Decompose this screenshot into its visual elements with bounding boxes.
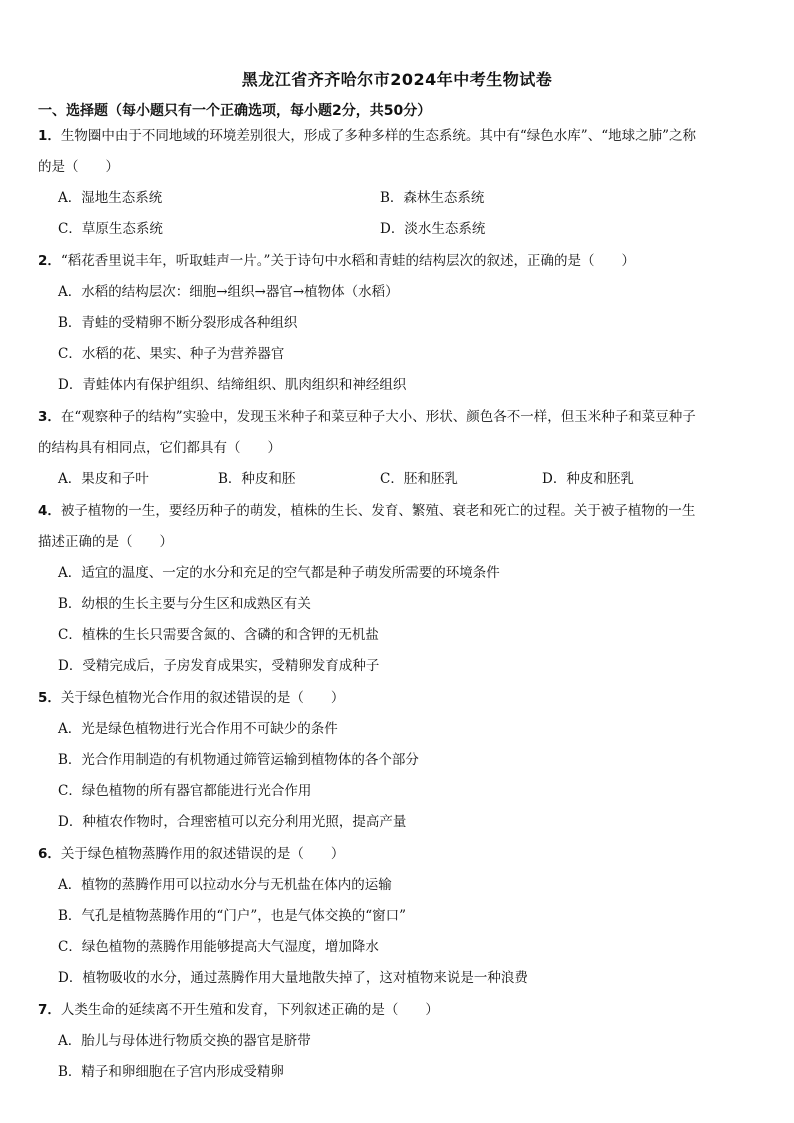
question-1-option-c[interactable]: C．草原生态系统: [58, 221, 163, 237]
question-5-option-a[interactable]: A．光是绿色植物进行光合作用不可缺少的条件: [58, 721, 338, 737]
question-1-stem-line-1: 1．生物圈中由于不同地域的环境差别很大，形成了多种多样的生态系统。其中有“绿色水库”、“地球之肺”之称: [38, 128, 697, 144]
question-3-option-d[interactable]: D．种皮和胚乳: [542, 471, 634, 487]
question-2-option-d[interactable]: D．青蛙体内有保护组织、结缔组织、肌肉组织和神经组织: [58, 377, 407, 393]
question-2-option-b[interactable]: B．青蛙的受精卵不断分裂形成各种组织: [58, 315, 298, 331]
question-4-option-b[interactable]: B．幼根的生长主要与分生区和成熟区有关: [58, 596, 311, 612]
question-7-option-b[interactable]: B．精子和卵细胞在子宫内形成受精卵: [58, 1064, 284, 1080]
section-heading: 一、选择题（每小题只有一个正确选项，每小题2分，共50分）: [38, 103, 432, 119]
question-5-stem-line-1: 5．关于绿色植物光合作用的叙述错误的是（ ）: [38, 690, 345, 706]
question-2-option-a[interactable]: A．水稻的结构层次：细胞→组织→器官→植物体（水稻）: [58, 284, 399, 300]
question-3-stem-line-1: 3．在“观察种子的结构”实验中，发现玉米种子和菜豆种子大小、形状、颜色各不一样，但玉米种子和菜豆种子: [38, 409, 696, 425]
question-1-stem-line-2: 的是（ ）: [38, 159, 119, 175]
question-2-stem-line-1: 2．“稻花香里说丰年，听取蛙声一片。”关于诗句中水稻和青蛙的结构层次的叙述，正确的是（ ）: [38, 253, 635, 269]
question-3-option-a[interactable]: A．果皮和子叶: [58, 471, 149, 487]
question-1-option-a[interactable]: A．湿地生态系统: [58, 190, 163, 206]
question-4-option-c[interactable]: C．植株的生长只需要含氮的、含磷的和含钾的无机盐: [58, 627, 379, 643]
question-number: 3．: [38, 409, 61, 425]
question-number: 6．: [38, 846, 61, 862]
question-5-option-b[interactable]: B．光合作用制造的有机物通过筛管运输到植物体的各个部分: [58, 752, 419, 768]
question-number: 1．: [38, 128, 61, 144]
question-4-option-a[interactable]: A．适宜的温度、一定的水分和充足的空气都是种子萌发所需要的环境条件: [58, 565, 500, 581]
question-6-option-d[interactable]: D．植物吸收的水分，通过蒸腾作用大量地散失掉了，这对植物来说是一种浪费: [58, 970, 528, 986]
question-3-option-b[interactable]: B．种皮和胚: [218, 471, 296, 487]
question-6-option-c[interactable]: C．绿色植物的蒸腾作用能够提高大气湿度，增加降水: [58, 939, 379, 955]
question-1-option-b[interactable]: B．森林生态系统: [380, 190, 485, 206]
question-number: 7．: [38, 1002, 61, 1018]
question-3-stem-line-2: 的结构具有相同点，它们都具有（ ）: [38, 440, 281, 456]
question-3-option-c[interactable]: C．胚和胚乳: [380, 471, 458, 487]
question-6-option-a[interactable]: A．植物的蒸腾作用可以拉动水分与无机盐在体内的运输: [58, 877, 392, 893]
question-number: 2．: [38, 253, 61, 269]
question-6-stem-line-1: 6．关于绿色植物蒸腾作用的叙述错误的是（ ）: [38, 846, 345, 862]
question-4-stem-line-1: 4．被子植物的一生，要经历种子的萌发，植株的生长、发育、繁殖、衰老和死亡的过程。关于被子植物的一生: [38, 503, 696, 519]
question-7-stem-line-1: 7．人类生命的延续离不开生殖和发育，下列叙述正确的是（ ）: [38, 1002, 439, 1018]
question-2-option-c[interactable]: C．水稻的花、果实、种子为营养器官: [58, 346, 285, 362]
question-7-option-a[interactable]: A．胎儿与母体进行物质交换的器官是脐带: [58, 1033, 311, 1049]
question-number: 4．: [38, 503, 61, 519]
question-4-option-d[interactable]: D．受精完成后，子房发育成果实，受精卵发育成种子: [58, 658, 380, 674]
question-number: 5．: [38, 690, 61, 706]
question-5-option-d[interactable]: D．种植农作物时，合理密植可以充分利用光照，提高产量: [58, 814, 407, 830]
question-6-option-b[interactable]: B．气孔是植物蒸腾作用的“门户”，也是气体交换的“窗口”: [58, 908, 407, 924]
exam-title: 黑龙江省齐齐哈尔市2024年中考生物试卷: [241, 70, 553, 89]
question-1-option-d[interactable]: D．淡水生态系统: [380, 221, 486, 237]
question-5-option-c[interactable]: C．绿色植物的所有器官都能进行光合作用: [58, 783, 312, 799]
question-4-stem-line-2: 描述正确的是（ ）: [38, 534, 173, 550]
